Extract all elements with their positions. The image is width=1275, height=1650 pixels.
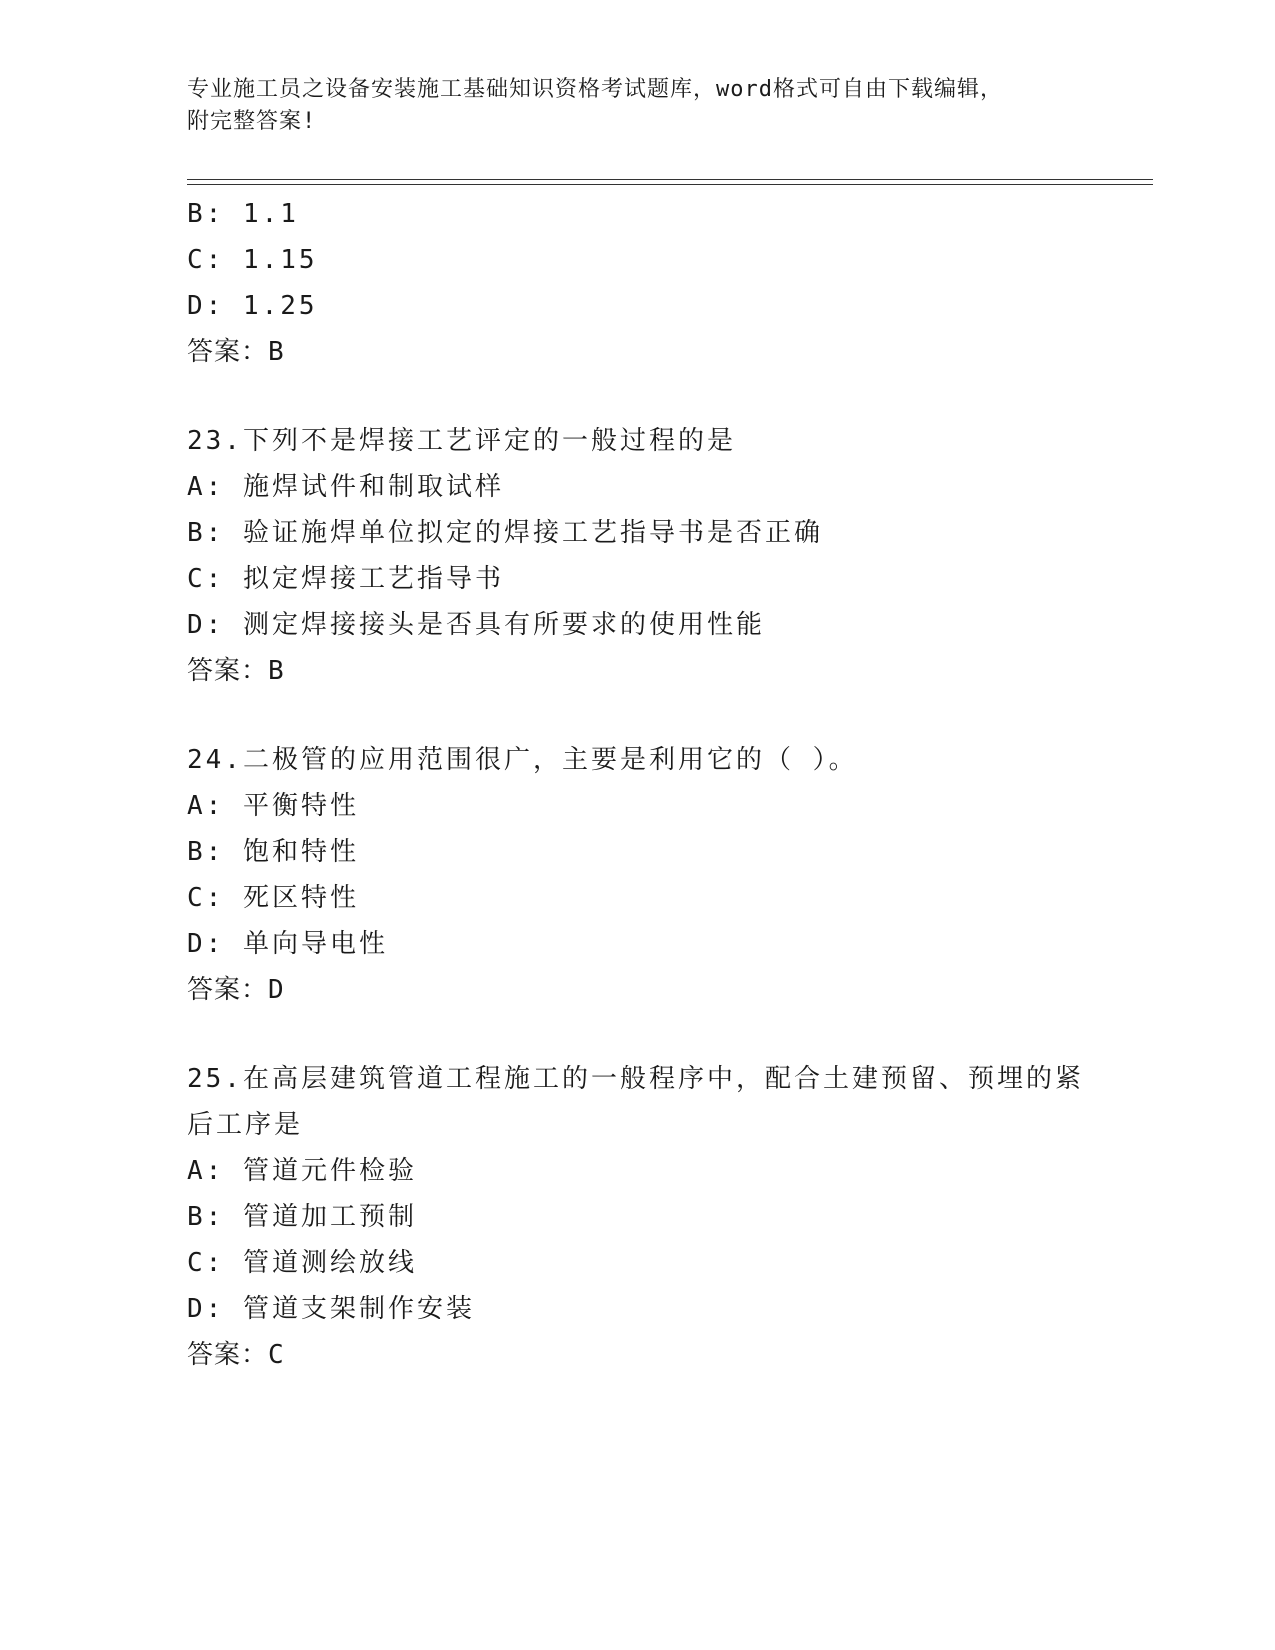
question-block-24	[187, 737, 1087, 1013]
question-spacer	[187, 375, 1087, 418]
answer-line	[187, 967, 1087, 1013]
answer-value: B	[268, 337, 285, 367]
answer-line	[187, 1332, 1087, 1378]
option-a: A: 管道元件检验	[187, 1156, 417, 1186]
page-header	[187, 74, 1087, 138]
option-b: B: 1.1	[187, 199, 299, 229]
option-c: C: 1.15	[187, 245, 318, 275]
question-list	[187, 191, 1087, 1378]
option-d: D: 单向导电性	[187, 929, 388, 959]
option-b: B: 饱和特性	[187, 837, 359, 867]
header-divider-top	[187, 179, 1153, 180]
question-block-prev	[187, 191, 1087, 375]
question-spacer	[187, 694, 1087, 737]
answer-line	[187, 648, 1087, 694]
option-c: C: 死区特性	[187, 883, 359, 913]
answer-label: 答案：	[187, 656, 269, 686]
option-d: D: 管道支架制作安装	[187, 1294, 475, 1324]
question-spacer	[187, 1013, 1087, 1056]
option-c: C: 拟定焊接工艺指导书	[187, 564, 504, 594]
answer-line	[187, 329, 1087, 375]
answer-label: 答案：	[187, 1340, 269, 1370]
answer-value: B	[268, 656, 285, 686]
answer-value: D	[268, 975, 285, 1005]
option-a: A: 平衡特性	[187, 791, 359, 821]
option-a: A: 施焊试件和制取试样	[187, 472, 504, 502]
header-title-line-2: 附完整答案!	[187, 109, 317, 134]
question-stem: 23.下列不是焊接工艺评定的一般过程的是	[187, 426, 736, 456]
question-stem: 24.二极管的应用范围很广，主要是利用它的（ ）。	[187, 745, 858, 775]
header-divider-bottom	[187, 184, 1153, 185]
option-b: B: 验证施焊单位拟定的焊接工艺指导书是否正确	[187, 518, 823, 548]
option-c: C: 管道测绘放线	[187, 1248, 417, 1278]
question-stem: 25.在高层建筑管道工程施工的一般程序中，配合土建预留、预埋的紧	[187, 1064, 1084, 1094]
question-block-23	[187, 418, 1087, 694]
answer-label: 答案：	[187, 337, 269, 367]
question-block-25	[187, 1056, 1087, 1378]
option-d: D: 1.25	[187, 291, 318, 321]
header-title-line-1: 专业施工员之设备安装施工基础知识资格考试题库，word格式可自由下载编辑，	[187, 77, 1003, 102]
option-b: B: 管道加工预制	[187, 1202, 417, 1232]
answer-value: C	[268, 1340, 285, 1370]
option-d: D: 测定焊接接头是否具有所要求的使用性能	[187, 610, 765, 640]
question-stem-continued: 后工序是	[187, 1110, 304, 1140]
answer-label: 答案：	[187, 975, 269, 1005]
